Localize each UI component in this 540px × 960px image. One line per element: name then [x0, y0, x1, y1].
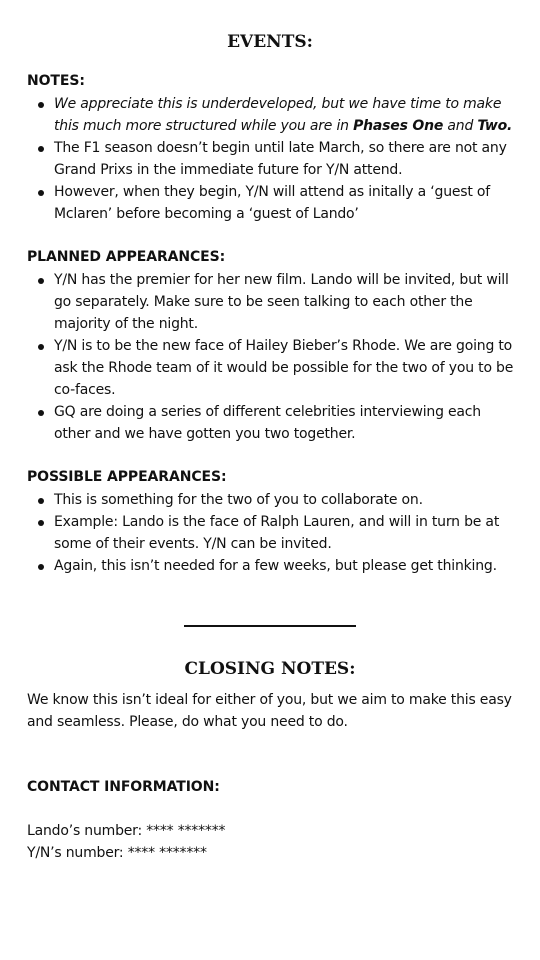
planned-appearances-list	[27, 269, 515, 445]
list-item: However, when they begin, Y/N will attend as initally a ‘guest of Mclaren’ before becoming a ‘guest of Lando’	[27, 181, 515, 225]
section-divider	[184, 625, 356, 627]
events-title: EVENTS:	[227, 32, 313, 52]
list-item: GQ are doing a series of different celebrities interviewing each other and we have gotten you two together.	[27, 401, 515, 445]
list-item: This is something for the two of you to collaborate on.	[27, 489, 515, 511]
yn-number: Y/N’s number: **** *******	[27, 845, 207, 861]
closing-notes-title: CLOSING NOTES:	[184, 659, 356, 679]
planned-appearances-label: PLANNED APPEARANCES:	[27, 249, 226, 265]
contact-information-label: CONTACT INFORMATION:	[27, 779, 220, 795]
list-item: Y/N is to be the new face of Hailey Bieber’s Rhode. We are going to ask the Rhode team of it would be possible for the two of you to be co-faces.	[27, 335, 515, 401]
possible-appearances-label: POSSIBLE APPEARANCES:	[27, 469, 227, 485]
list-item: Again, this isn’t needed for a few weeks, but please get thinking.	[27, 555, 515, 577]
closing-notes-text: We know this isn’t ideal for either of you, but we aim to make this easy and seamless. Please, do what you need to do.	[27, 692, 512, 730]
notes-label: NOTES:	[27, 73, 85, 89]
list-item: The F1 season doesn’t begin until late March, so there are not any Grand Prixs in the immediate future for Y/N attend.	[27, 137, 515, 181]
list-item: Example: Lando is the face of Ralph Lauren, and will in turn be at some of their events. Y/N can be invited.	[27, 511, 515, 555]
notes-list	[27, 93, 515, 225]
list-item: We appreciate this is underdeveloped, but we have time to make this much more structured while you are in Phases One and Two.	[27, 93, 515, 137]
list-item: Y/N has the premier for her new film. Lando will be invited, but will go separately. Make sure to be seen talking to each other the majority of the night.	[27, 269, 515, 335]
lando-number: Lando’s number: **** *******	[27, 823, 226, 839]
possible-appearances-list	[27, 489, 515, 577]
